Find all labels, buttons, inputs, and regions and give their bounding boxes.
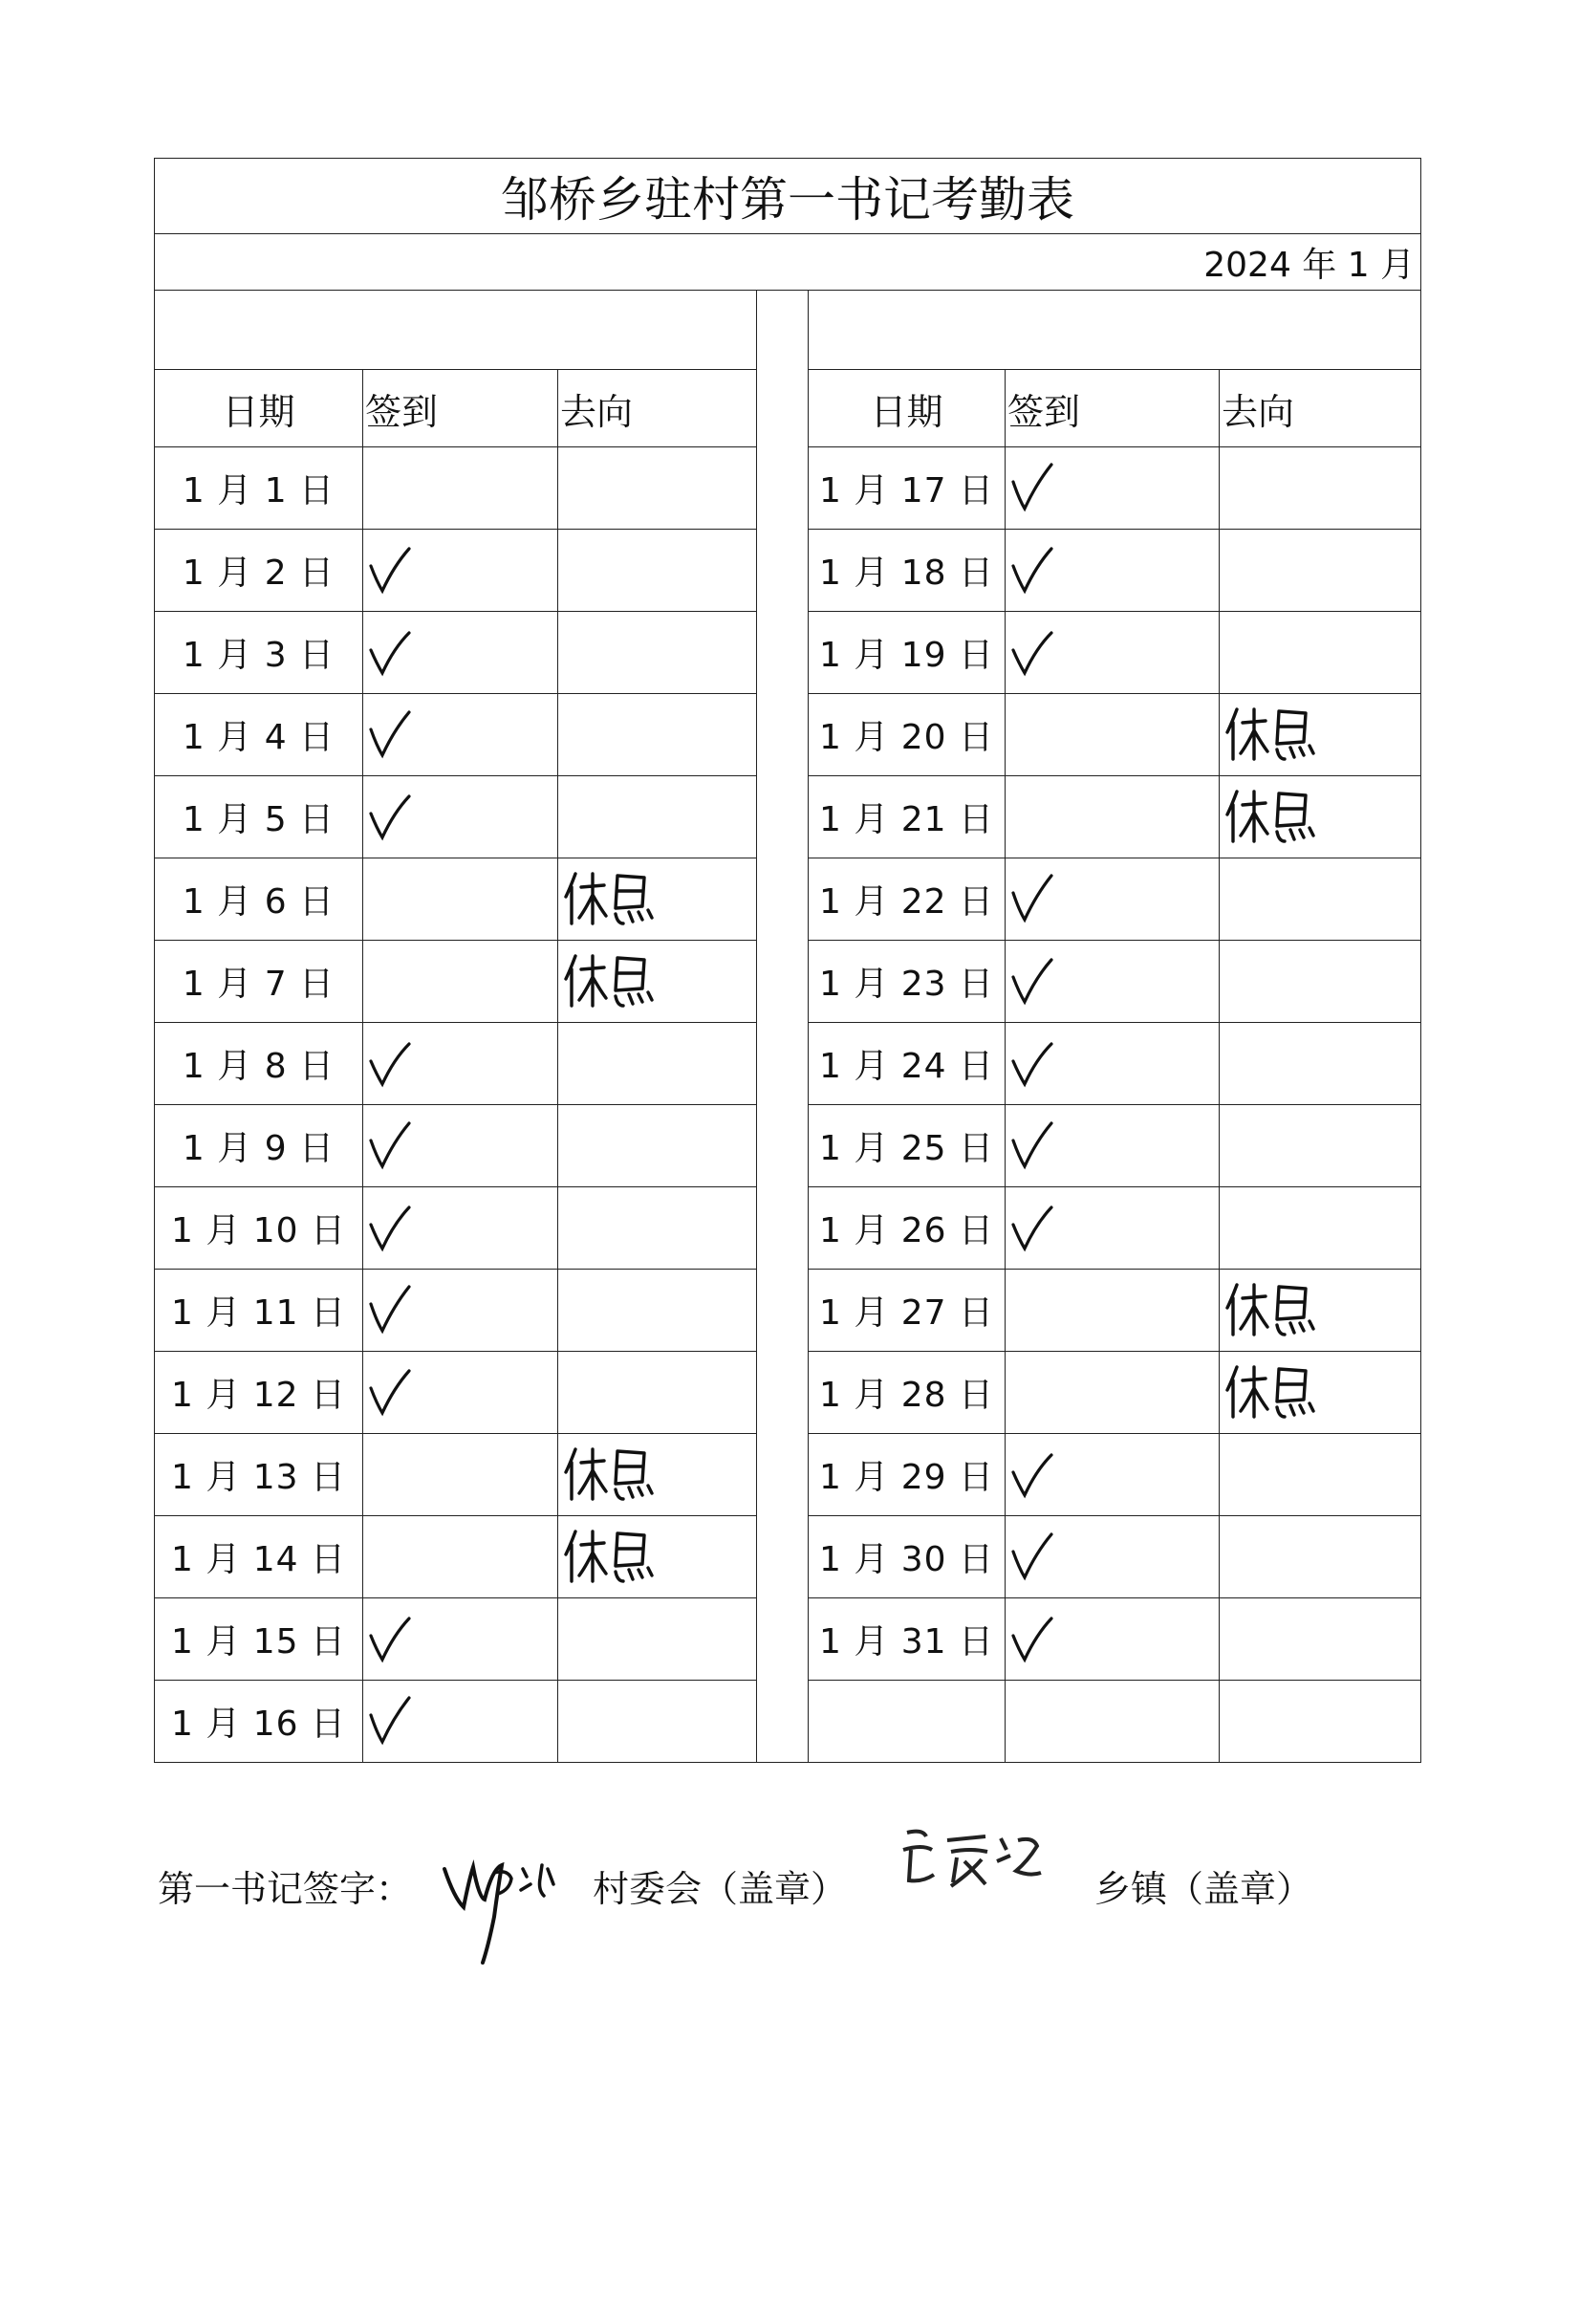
check-mark-icon bbox=[1009, 461, 1055, 516]
check-mark-icon bbox=[367, 1036, 413, 1092]
direction-cell bbox=[1220, 1023, 1421, 1105]
direction-cell bbox=[1220, 1681, 1421, 1763]
direction-cell bbox=[558, 1105, 757, 1187]
sign-cell bbox=[1006, 694, 1220, 776]
township-seal-label: 乡镇（盖章） bbox=[1094, 1868, 1313, 1910]
sign-cell bbox=[1006, 1270, 1220, 1352]
direction-text bbox=[558, 982, 559, 983]
village-committee-seal-label: 村委会（盖章） bbox=[593, 1868, 848, 1910]
check-mark-icon bbox=[367, 625, 413, 681]
check-mark-icon bbox=[1009, 1447, 1055, 1503]
direction-cell bbox=[1220, 1270, 1421, 1352]
sign-cell bbox=[1006, 530, 1220, 612]
direction-cell bbox=[558, 941, 757, 1023]
sign-cell bbox=[363, 1270, 558, 1352]
date-cell: 1 月 26 日 bbox=[809, 1187, 1006, 1270]
date-cell: 1 月 30 日 bbox=[809, 1516, 1006, 1598]
direction-cell bbox=[558, 1434, 757, 1516]
date-cell: 1 月 25 日 bbox=[809, 1105, 1006, 1187]
check-mark-icon bbox=[1009, 1036, 1055, 1092]
direction-cell bbox=[1220, 776, 1421, 858]
date-cell: 1 月 27 日 bbox=[809, 1270, 1006, 1352]
date-cell: 1 月 7 日 bbox=[155, 941, 363, 1023]
date-cell: 1 月 5 日 bbox=[155, 776, 363, 858]
sign-cell bbox=[1006, 1434, 1220, 1516]
secretary-signature-label: 第一书记签字： bbox=[158, 1868, 413, 1910]
direction-cell bbox=[558, 1187, 757, 1270]
rest-handwriting-icon bbox=[1223, 1359, 1319, 1423]
direction-cell bbox=[558, 776, 757, 858]
date-cell: 1 月 29 日 bbox=[809, 1434, 1006, 1516]
direction-cell bbox=[1220, 1598, 1421, 1681]
sign-cell bbox=[1006, 1681, 1220, 1763]
date-cell: 1 月 28 日 bbox=[809, 1352, 1006, 1434]
sign-cell bbox=[363, 1023, 558, 1105]
date-cell: 1 月 21 日 bbox=[809, 776, 1006, 858]
center-separator bbox=[757, 291, 809, 1763]
direction-cell bbox=[1220, 1352, 1421, 1434]
direction-cell bbox=[558, 858, 757, 941]
date-cell: 1 月 13 日 bbox=[155, 1434, 363, 1516]
blank-cell-left bbox=[155, 291, 757, 370]
date-cell: 1 月 23 日 bbox=[809, 941, 1006, 1023]
date-cell: 1 月 10 日 bbox=[155, 1187, 363, 1270]
sign-cell bbox=[1006, 612, 1220, 694]
date-cell: 1 月 1 日 bbox=[155, 447, 363, 530]
date-cell: 1 月 15 日 bbox=[155, 1598, 363, 1681]
sign-cell bbox=[1006, 1352, 1220, 1434]
date-cell: 1 月 14 日 bbox=[155, 1516, 363, 1598]
direction-text bbox=[1220, 1311, 1221, 1312]
month-label: 2024 年 1 月 bbox=[155, 234, 1421, 291]
direction-cell bbox=[1220, 612, 1421, 694]
sign-cell bbox=[1006, 1598, 1220, 1681]
date-cell: 1 月 6 日 bbox=[155, 858, 363, 941]
sign-cell bbox=[1006, 1187, 1220, 1270]
direction-cell bbox=[558, 612, 757, 694]
attendance-table bbox=[154, 158, 1421, 1763]
direction-cell bbox=[1220, 1434, 1421, 1516]
sign-cell bbox=[363, 1681, 558, 1763]
direction-cell bbox=[558, 1023, 757, 1105]
rest-handwriting-icon bbox=[1223, 702, 1319, 765]
signature-footer bbox=[158, 1850, 1400, 1965]
date-cell: 1 月 31 日 bbox=[809, 1598, 1006, 1681]
direction-cell bbox=[558, 447, 757, 530]
check-mark-icon bbox=[367, 1283, 413, 1338]
direction-cell bbox=[1220, 447, 1421, 530]
sign-cell bbox=[363, 447, 558, 530]
check-mark-icon bbox=[367, 1201, 413, 1256]
direction-text bbox=[558, 1557, 559, 1558]
check-mark-icon bbox=[367, 1365, 413, 1421]
check-mark-icon bbox=[367, 543, 413, 598]
direction-cell bbox=[1220, 1105, 1421, 1187]
sign-cell bbox=[363, 1434, 558, 1516]
sign-cell bbox=[1006, 447, 1220, 530]
rest-handwriting-icon bbox=[562, 948, 658, 1011]
header-date-left: 日期 bbox=[155, 370, 363, 447]
header-sign-right: 签到 bbox=[1006, 370, 1220, 447]
date-cell: 1 月 19 日 bbox=[809, 612, 1006, 694]
date-cell: 1 月 8 日 bbox=[155, 1023, 363, 1105]
village-signature-icon bbox=[894, 1823, 1047, 1919]
date-cell bbox=[809, 1681, 1006, 1763]
direction-text bbox=[1220, 817, 1221, 818]
check-mark-icon bbox=[367, 1612, 413, 1667]
check-mark-icon bbox=[367, 707, 413, 763]
check-mark-icon bbox=[1009, 1612, 1055, 1667]
direction-text bbox=[558, 900, 559, 901]
direction-cell bbox=[1220, 941, 1421, 1023]
direction-cell bbox=[558, 1352, 757, 1434]
header-date-right: 日期 bbox=[809, 370, 1006, 447]
direction-cell bbox=[558, 530, 757, 612]
sign-cell bbox=[1006, 1516, 1220, 1598]
date-cell: 1 月 20 日 bbox=[809, 694, 1006, 776]
sign-cell bbox=[363, 1187, 558, 1270]
check-mark-icon bbox=[1009, 1530, 1055, 1585]
rest-handwriting-icon bbox=[562, 1442, 658, 1505]
date-cell: 1 月 17 日 bbox=[809, 447, 1006, 530]
check-mark-icon bbox=[1009, 1201, 1055, 1256]
direction-text bbox=[1220, 1393, 1221, 1394]
date-cell: 1 月 4 日 bbox=[155, 694, 363, 776]
check-mark-icon bbox=[1009, 543, 1055, 598]
sign-cell bbox=[363, 1105, 558, 1187]
direction-cell bbox=[558, 1270, 757, 1352]
sign-cell bbox=[363, 858, 558, 941]
date-cell: 1 月 9 日 bbox=[155, 1105, 363, 1187]
page-title: 邹桥乡驻村第一书记考勤表 bbox=[155, 159, 1421, 234]
date-cell: 1 月 24 日 bbox=[809, 1023, 1006, 1105]
date-cell: 1 月 12 日 bbox=[155, 1352, 363, 1434]
rest-handwriting-icon bbox=[1223, 1277, 1319, 1340]
sign-cell bbox=[363, 530, 558, 612]
direction-cell bbox=[1220, 694, 1421, 776]
date-cell: 1 月 11 日 bbox=[155, 1270, 363, 1352]
direction-cell bbox=[1220, 530, 1421, 612]
header-direction-right: 去向 bbox=[1220, 370, 1421, 447]
rest-handwriting-icon bbox=[562, 1524, 658, 1587]
date-cell: 1 月 18 日 bbox=[809, 530, 1006, 612]
header-sign-left: 签到 bbox=[363, 370, 558, 447]
sign-cell bbox=[363, 1516, 558, 1598]
date-cell: 1 月 16 日 bbox=[155, 1681, 363, 1763]
direction-cell bbox=[1220, 858, 1421, 941]
sign-cell bbox=[363, 1352, 558, 1434]
direction-cell bbox=[558, 1516, 757, 1598]
sign-cell bbox=[1006, 1023, 1220, 1105]
direction-cell bbox=[1220, 1187, 1421, 1270]
sign-cell bbox=[363, 612, 558, 694]
rest-handwriting-icon bbox=[562, 866, 658, 929]
sign-cell bbox=[363, 1598, 558, 1681]
header-direction-left: 去向 bbox=[558, 370, 757, 447]
sign-cell bbox=[363, 941, 558, 1023]
check-mark-icon bbox=[367, 1694, 413, 1749]
sign-cell bbox=[363, 694, 558, 776]
direction-cell bbox=[558, 1681, 757, 1763]
date-cell: 1 月 2 日 bbox=[155, 530, 363, 612]
check-mark-icon bbox=[1009, 625, 1055, 681]
secretary-signature-icon bbox=[435, 1840, 569, 1965]
rest-handwriting-icon bbox=[1223, 784, 1319, 847]
direction-cell bbox=[558, 694, 757, 776]
direction-text bbox=[1220, 735, 1221, 736]
check-mark-icon bbox=[1009, 954, 1055, 1010]
sign-cell bbox=[1006, 776, 1220, 858]
sign-cell bbox=[1006, 858, 1220, 941]
date-cell: 1 月 3 日 bbox=[155, 612, 363, 694]
check-mark-icon bbox=[367, 790, 413, 845]
sign-cell bbox=[363, 776, 558, 858]
check-mark-icon bbox=[1009, 872, 1055, 927]
blank-row bbox=[155, 291, 1421, 370]
check-mark-icon bbox=[367, 1119, 413, 1174]
direction-cell bbox=[558, 1598, 757, 1681]
sign-cell bbox=[1006, 1105, 1220, 1187]
direction-text bbox=[558, 1475, 559, 1476]
sign-cell bbox=[1006, 941, 1220, 1023]
check-mark-icon bbox=[1009, 1119, 1055, 1174]
direction-cell bbox=[1220, 1516, 1421, 1598]
blank-cell-right bbox=[809, 291, 1421, 370]
attendance-sheet bbox=[154, 158, 1420, 1763]
date-cell: 1 月 22 日 bbox=[809, 858, 1006, 941]
